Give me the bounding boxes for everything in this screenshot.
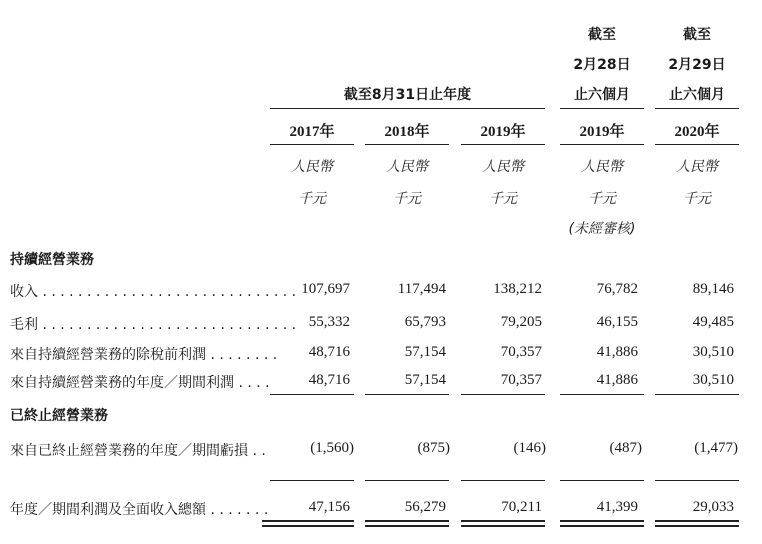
unit-thousand-1: 千元: [298, 191, 326, 207]
table-cell: 41,886: [596, 344, 638, 360]
header-rule-group: [270, 108, 545, 109]
unaudited-note: (未經審核): [568, 221, 636, 237]
discontinued-rule-3: [461, 480, 545, 481]
row-label-total-comprehensive: 年度／期間利潤及全面收入總額 . . . . . . .: [10, 502, 269, 518]
header-rule-col5: [655, 108, 739, 109]
year-rule-3: [461, 144, 545, 145]
table-cell: 57,154: [404, 344, 446, 360]
table-cell: 65,793: [404, 314, 446, 330]
table-cell: 41,886: [596, 372, 638, 388]
col5-header-line3: 止六個月: [669, 87, 725, 103]
row-label-gross-profit: 毛利 . . . . . . . . . . . . . . . . . . . . . . . . . . . . .: [10, 317, 297, 333]
table-cell: 89,146: [692, 281, 734, 297]
section-continuing: 持續經營業務: [10, 252, 94, 268]
table-cell: 70,357: [500, 372, 542, 388]
section-discontinued: 已終止經營業務: [10, 408, 108, 424]
year-2019: 2019年: [480, 124, 526, 140]
subtotal-rule-4: [560, 394, 644, 395]
unit-rmb-2: 人民幣: [386, 159, 428, 175]
year-rule-4: [560, 144, 644, 145]
col4-header-line3: 止六個月: [574, 87, 630, 103]
table-cell: 47,156: [308, 499, 350, 515]
table-cell: 70,211: [501, 499, 542, 515]
table-cell: 48,716: [308, 372, 350, 388]
table-cell: 70,357: [500, 344, 542, 360]
table-cell: 138,212: [493, 281, 542, 297]
unit-thousand-4: 千元: [588, 191, 616, 207]
year-2019-half: 2019年: [579, 124, 625, 140]
unit-rmb-1: 人民幣: [291, 159, 333, 175]
total-double-rule-2a: [365, 520, 449, 522]
unit-rmb-5: 人民幣: [676, 159, 718, 175]
table-cell: 30,510: [692, 344, 734, 360]
total-double-rule-3a: [461, 520, 545, 522]
year-2017: 2017年: [289, 124, 335, 140]
discontinued-rule-1: [270, 480, 354, 481]
table-cell: 48,716: [308, 344, 350, 360]
total-double-rule-5a: [655, 520, 739, 522]
table-cell: (1,477): [694, 440, 738, 456]
row-label-profit-before-tax: 來自持續經營業務的除稅前利潤 . . . . . . . .: [10, 347, 278, 363]
row-label-revenue: 收入 . . . . . . . . . . . . . . . . . . . . . . . . . . . . .: [10, 284, 297, 300]
total-double-rule-4b: [560, 525, 644, 527]
header-rule-col4: [560, 108, 644, 109]
table-cell: 30,510: [692, 372, 734, 388]
table-cell: 29,033: [692, 499, 734, 515]
total-double-rule-3b: [461, 525, 545, 527]
table-cell: 79,205: [500, 314, 542, 330]
subtotal-rule-2: [365, 394, 449, 395]
year-rule-2: [365, 144, 449, 145]
group-title: 截至8月31日止年度: [343, 87, 472, 103]
discontinued-rule-5: [655, 480, 739, 481]
row-label-loss-discontinued: 來自已終止經營業務的年度／期間虧損 . .: [10, 443, 266, 459]
discontinued-rule-2: [365, 480, 449, 481]
table-cell: 49,485: [692, 314, 734, 330]
table-cell: 55,332: [308, 314, 350, 330]
total-double-rule-5b: [655, 525, 739, 527]
subtotal-rule-1: [270, 394, 354, 395]
subtotal-rule-3: [461, 394, 545, 395]
total-double-rule-1a: [262, 520, 354, 522]
table-cell: 41,399: [596, 499, 638, 515]
unit-rmb-4: 人民幣: [581, 159, 623, 175]
table-cell: (1,560): [310, 440, 354, 456]
unit-thousand-5: 千元: [683, 191, 711, 207]
total-double-rule-2b: [365, 525, 449, 527]
total-double-rule-1b: [262, 525, 354, 527]
year-2018: 2018年: [384, 124, 430, 140]
year-rule-1: [270, 144, 354, 145]
table-cell: 76,782: [596, 281, 638, 297]
table-cell: 56,279: [404, 499, 446, 515]
unit-thousand-3: 千元: [489, 191, 517, 207]
row-label-profit-continuing: 來自持續經營業務的年度／期間利潤 . . . .: [10, 375, 270, 391]
col5-header-line2: 2月29日: [668, 57, 726, 73]
total-double-rule-4a: [560, 520, 644, 522]
discontinued-rule-4: [560, 480, 644, 481]
table-cell: 117,494: [397, 281, 446, 297]
year-2020-half: 2020年: [674, 124, 720, 140]
table-cell: 46,155: [596, 314, 638, 330]
subtotal-rule-5: [655, 394, 739, 395]
col5-header-line1: 截至: [683, 27, 711, 43]
unit-thousand-2: 千元: [393, 191, 421, 207]
table-cell: (487): [609, 440, 642, 456]
year-rule-5: [655, 144, 739, 145]
col4-header-line1: 截至: [588, 27, 616, 43]
table-cell: (146): [513, 440, 546, 456]
table-cell: 107,697: [301, 281, 350, 297]
unit-rmb-3: 人民幣: [482, 159, 524, 175]
col4-header-line2: 2月28日: [573, 57, 631, 73]
table-cell: 57,154: [404, 372, 446, 388]
table-cell: (875): [417, 440, 450, 456]
